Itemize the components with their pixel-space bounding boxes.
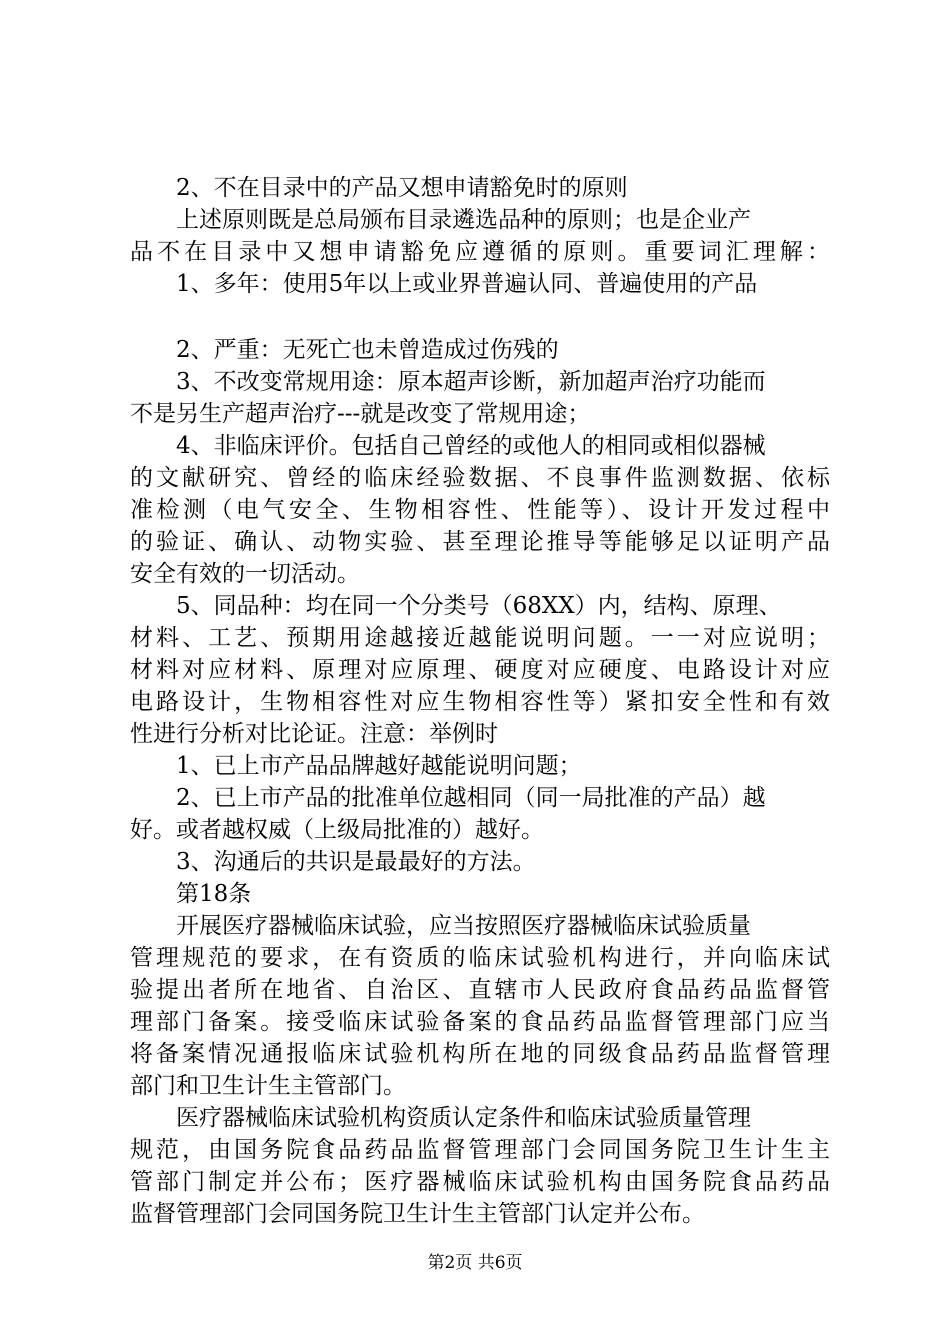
paragraph-line: 规范，由国务院食品药品监督管理部门会同国务院卫生计生主: [130, 1137, 830, 1163]
paragraph-line: 4、非临床评价。包括自己曾经的或他人的相同或相似器械: [176, 433, 766, 459]
paragraph-line: 理部门备案。接受临床试验备案的食品药品监督管理部门应当: [130, 1009, 830, 1035]
paragraph-line: 5、同品种：均在同一个分类号（68XX）内，结构、原理、: [176, 593, 782, 619]
paragraph-line: 性进行分析对比论证。注意：举例时: [130, 721, 498, 747]
page-footer: 第2页 共6页: [427, 1253, 523, 1273]
paragraph-line: 开展医疗器械临床试验，应当按照医疗器械临床试验质量: [176, 913, 751, 939]
paragraph-line: 将备案情况通报临床试验机构所在地的同级食品药品监督管理: [130, 1041, 830, 1067]
paragraph-line: 管部门制定并公布；医疗器械临床试验机构由国务院食品药品: [130, 1169, 830, 1195]
paragraph-line: 材料对应材料、原理对应原理、硬度对应硬度、电路设计对应: [130, 657, 830, 683]
blank-line: [130, 300, 830, 334]
paragraph-line: 不是另生产超声治疗---就是改变了常规用途；: [130, 401, 591, 427]
paragraph-line: 管理规范的要求，在有资质的临床试验机构进行，并向临床试: [130, 945, 830, 971]
paragraph-line: 医疗器械临床试验机构资质认定条件和临床试验质量管理: [176, 1105, 751, 1131]
paragraph-line: 电路设计，生物相容性对应生物相容性等）紧扣安全性和有效: [130, 689, 830, 715]
paragraph-line: 2、严重：无死亡也未曾造成过伤残的: [176, 337, 559, 363]
paragraph-line: 3、沟通后的共识是最最好的方法。: [176, 849, 536, 875]
paragraph-line: 好。或者越权威（上级局批准的）越好。: [130, 817, 544, 843]
document-body: [130, 172, 830, 1230]
paragraph-line: 1、多年：使用5年以上或业界普遍认同、普遍使用的产品: [176, 271, 758, 297]
paragraph-line: 3、不改变常规用途：原本超声诊断，新加超声治疗功能而: [176, 369, 766, 395]
paragraph-line: 材料、工艺、预期用途越接近越能说明问题。一一对应说明；: [130, 625, 830, 651]
paragraph-line: 2、已上市产品的批准单位越相同（同一局批准的产品）越: [176, 785, 766, 811]
paragraph-line: 2、不在目录中的产品又想申请豁免时的原则: [176, 175, 628, 201]
section-heading: 第18条: [176, 881, 252, 907]
paragraph-line: 1、已上市产品品牌越好越能说明问题；: [176, 753, 582, 779]
paragraph-line: 安全有效的一切活动。: [130, 561, 360, 587]
paragraph-line: 验提出者所在地省、自治区、直辖市人民政府食品药品监督管: [130, 977, 830, 1003]
paragraph-line: 部门和卫生计生主管部门。: [130, 1073, 406, 1099]
paragraph-line: 上述原则既是总局颁布目录遴选品种的原则；也是企业产: [176, 207, 751, 233]
paragraph-line: 品不在目录中又想申请豁免应遵循的原则。重要词汇理解：: [130, 239, 830, 265]
paragraph-line: 的文献研究、曾经的临床经验数据、不良事件监测数据、依标: [130, 465, 830, 491]
paragraph-line: 监督管理部门会同国务院卫生计生主管部门认定并公布。: [130, 1201, 705, 1227]
paragraph-line: 准检测（电气安全、生物相容性、性能等）、设计开发过程中: [130, 497, 830, 523]
paragraph-line: 的验证、确认、动物实验、甚至理论推导等能够足以证明产品: [130, 529, 830, 555]
